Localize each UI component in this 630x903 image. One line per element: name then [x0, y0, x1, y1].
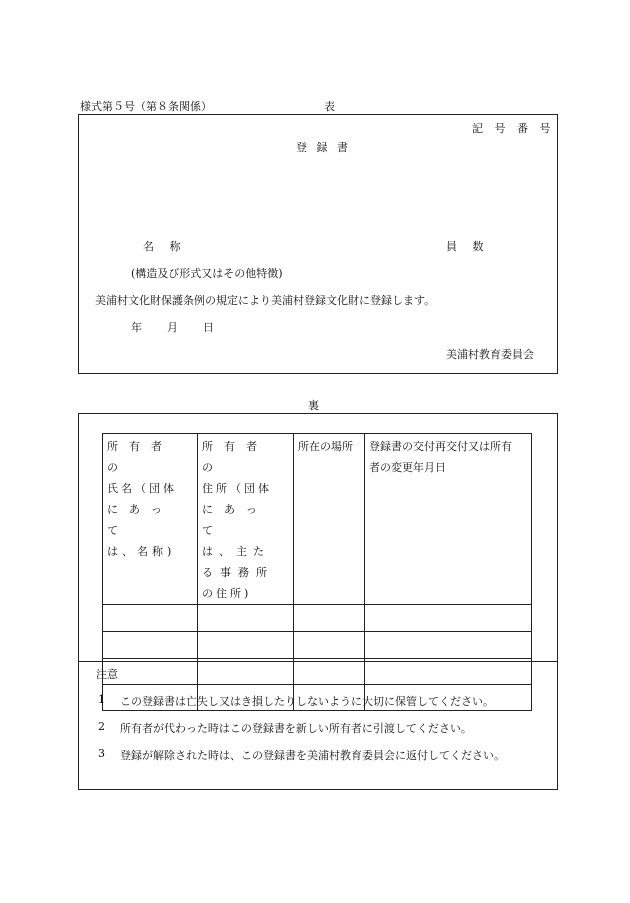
header-line: 所有者の — [202, 440, 268, 474]
note-number: 1 — [98, 693, 105, 706]
notes-title: 注意 — [96, 668, 118, 681]
table-cell[interactable] — [103, 632, 198, 659]
note-text: 所有者が代わった時はこの登録書を新しい所有者に引渡してください。 — [120, 722, 472, 735]
date-year: 年 — [131, 321, 142, 334]
owner-name-header — [103, 434, 198, 605]
name-label: 名 称 — [143, 240, 187, 253]
table-cell[interactable] — [294, 605, 365, 632]
header-line: 登録書の交付再交付又は所有 — [369, 440, 512, 453]
header-line: 所在の場所 — [298, 440, 353, 453]
note-number: 2 — [98, 720, 105, 733]
change-date-header — [365, 434, 532, 605]
header-line: 者の変更年月日 — [369, 461, 446, 474]
table-cell[interactable] — [198, 605, 294, 632]
table-header-row — [103, 434, 532, 605]
header-line: 住所（団体 — [202, 482, 272, 495]
front-label: 表 — [324, 100, 335, 113]
table-cell[interactable] — [365, 632, 532, 659]
table-cell[interactable] — [103, 605, 198, 632]
note-text: この登録書は亡失し又はき損したりしないように大切に保管してください。 — [120, 695, 494, 708]
table-cell[interactable] — [198, 632, 294, 659]
table-row — [103, 659, 532, 685]
table-cell[interactable] — [365, 605, 532, 632]
certificate-title: 登 録 書 — [296, 141, 351, 154]
back-label: 裏 — [308, 399, 319, 412]
table-cell[interactable] — [198, 659, 294, 685]
table-cell[interactable] — [294, 632, 365, 659]
note-text: 登録が解除された時は、この登録書を美浦村教育委員会に返付してください。 — [120, 749, 505, 762]
record-number-label: 記 号 番 号 — [472, 122, 555, 135]
form-number: 様式第５号（第８条関係） — [80, 100, 212, 113]
owner-address-header — [198, 434, 294, 605]
header-line: の住所) — [202, 587, 252, 600]
date-month: 月 — [167, 321, 178, 334]
header-line: にあって — [107, 503, 173, 537]
header-line: る事務所 — [202, 566, 274, 579]
header-line: は、名称) — [107, 545, 176, 558]
header-line: 所有者の — [107, 440, 173, 474]
date-day: 日 — [203, 321, 214, 334]
registration-statement: 美浦村文化財保護条例の規定により美浦村登録文化財に登録します。 — [95, 294, 436, 307]
count-label: 員 数 — [446, 240, 490, 253]
ownership-register-table — [102, 433, 532, 711]
header-line: 氏名（団体 — [107, 482, 177, 495]
table-cell[interactable] — [294, 659, 365, 685]
table-row — [103, 632, 532, 659]
header-line: は、主た — [202, 545, 270, 558]
note-number: 3 — [98, 747, 105, 760]
structure-label: (構造及び形式又はその他特徴) — [131, 267, 283, 280]
issuer: 美浦村教育委員会 — [446, 348, 534, 361]
table-row — [103, 605, 532, 632]
table-cell[interactable] — [365, 659, 532, 685]
header-line: にあって — [202, 503, 268, 537]
location-header — [294, 434, 365, 605]
